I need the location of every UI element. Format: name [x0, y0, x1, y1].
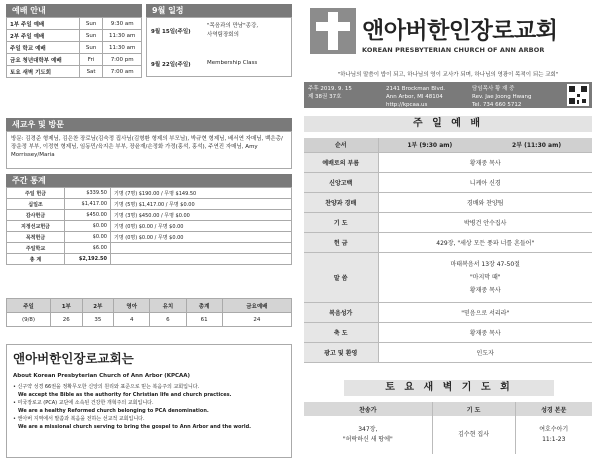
table-row: 헌 금 429장, "세상 모든 풍파 너를 흔들어" — [304, 232, 592, 252]
schedule-text: Membership Class — [207, 60, 258, 66]
offering-table — [6, 187, 292, 265]
qr-code-icon[interactable] — [567, 84, 589, 106]
schedule-box — [146, 17, 292, 77]
newcomers-text: 방문: 김경준 형제님, 김은찬 장로님(김숙정 집사님(김형환 형제의 부모님), 박규현 형제님, 배서연 자매님, 백은총/장운정 부부, 이정현 형제님, 임동민/육지은 부부, 장윤재/손정화 가정(홍석, 홍석), 주연진 자매님, Amy Morrissey/Maria — [6, 131, 292, 169]
phone: Tel. 734 660 5712 — [472, 102, 522, 108]
table-row: 주일 헌금 $339.50 기명 (7명) $190.00 / 무명 $149.50 — [7, 188, 292, 199]
table-row: 기 도 박병건 안수집사 — [304, 212, 592, 232]
table-row: 복음성가 "믿음으로 서리라" — [304, 302, 592, 322]
table-row: 347장, "허락하신 새 땅에" 김수현 집사 여호수아기 11:1-23 — [304, 416, 592, 454]
kpca-box — [6, 344, 292, 458]
pastor-en: Rev. Jae Joong Hwang — [472, 94, 532, 100]
table-row: 신앙고백 니케아 신경 — [304, 172, 592, 192]
table-row: 찬양과 경배 경배와 찬양팀 — [304, 192, 592, 212]
table-row: 목적헌금 $0.00 기명 (0명) $0.00 / 무명 $0.00 — [7, 232, 292, 243]
order-table — [304, 138, 592, 363]
schedule-date: 9월 15일(주일) — [151, 29, 191, 35]
list-item: • 앤아버 지역에서 말씀과 복음을 전하는 선교적 교회입니다. We are a missional church serving to bring the gospel to Ann Arbor and the world. — [13, 416, 252, 430]
dawn-table — [304, 402, 592, 454]
table-row: 말 씀 마태복음서 13장 47-50절 "마지막 때" 황재중 목사 — [304, 252, 592, 302]
attendance — [6, 298, 292, 327]
sunday-service-title: 주 일 예 배 — [304, 116, 592, 132]
table-row: 순서 1부 (9:30 am) 2부 (11:30 am) — [304, 138, 592, 152]
cross-icon — [328, 12, 338, 50]
church-logo — [310, 8, 356, 54]
table-row: (9/8) 26 35 4 6 61 24 — [7, 313, 292, 327]
worship-table — [6, 17, 142, 78]
kpca-about: About Korean Presbyterian Church of Ann Arbor (KPCAA) — [13, 373, 191, 379]
address: 2141 Brockman Blvd. — [386, 86, 445, 92]
list-item: • 신구약 성경 66권을 정확무오한 신앙의 원리와 표준으로 믿는 복음주의 교회입니다. We accept the Bible as the authority for Christian life and church practices. — [13, 384, 232, 398]
table-row: 찬송가 기 도 성경 본문 — [304, 402, 592, 416]
newcomers-title: 새교우 및 방문 — [6, 118, 292, 131]
church-name-en: KOREAN PRESBYTERIAN CHURCH OF ANN ARBOR — [362, 46, 545, 54]
church-name: 앤아버한인장로교회 — [362, 18, 558, 44]
table-row: 십일조 $1,417.00 기명 (5명) $1,417.00 / 무명 $0.00 — [7, 199, 292, 210]
table-row: 주일 1부 2부 영아 유치 총계 금요예배 — [7, 299, 292, 313]
table-row: 금요 청년대학부 예배 Fri 7:00 pm — [7, 54, 142, 66]
table-row: 2부 주일 예배 Sun 11:30 am — [7, 30, 142, 42]
newcomers — [6, 118, 292, 169]
table-row: 주일학교 $6.00 — [7, 243, 292, 254]
kpca-title: 앤아버한인장로교회는 — [13, 351, 134, 366]
table-row: 예배로의 부름 황재중 목사 — [304, 152, 592, 172]
website-link[interactable]: http://kpcaa.us — [386, 102, 428, 108]
table-row: 감사헌금 $450.00 기명 (3명) $450.00 / 무명 $0.00 — [7, 210, 292, 221]
address-city: Ann Arbor, MI 48104 — [386, 94, 443, 100]
schedule-title: 9월 일정 — [146, 4, 292, 17]
table-row: 주일 학교 예배 Sun 11:30 am — [7, 42, 142, 54]
schedule-text: "목음과의 만남"종강, 사역팀장회의 — [207, 23, 259, 38]
list-item: • 미국장로교 (PCA) 교단에 소속된 건강한 개혁주의 교회입니다. We are a healthy Reformed church belonging to PCA denomination. — [13, 400, 209, 414]
offering — [6, 174, 292, 265]
date: 주후 2019. 9. 15 — [308, 86, 352, 92]
motto: "하나님의 말씀이 밥이 되고, 하나님의 영이 교사가 되며, 하나님의 영광이 목적이 되는 교회" — [337, 72, 559, 78]
schedule — [146, 4, 292, 77]
dawn-prayer-title: 토 요 새 벽 기 도 회 — [344, 380, 554, 396]
table-row: 광고 및 환영 인도자 — [304, 342, 592, 362]
issue: 제 38권 37호 — [308, 94, 342, 100]
offering-title: 주간 통계 — [6, 174, 292, 187]
pastor-ko: 담임목사 황 재 중 — [472, 86, 515, 92]
schedule-date: 9월 22일(주일) — [151, 62, 191, 68]
table-row: 축 도 황재중 목사 — [304, 322, 592, 342]
table-row: 1부 주일 예배 Sun 9:30 am — [7, 18, 142, 30]
table-row: 토요 새벽 기도회 Sat 7:00 am — [7, 66, 142, 78]
table-row: 지정선교헌금 $0.00 기명 (0명) $0.00 / 무명 $0.00 — [7, 221, 292, 232]
worship-info-title: 예배 안내 — [6, 4, 142, 17]
worship-info — [6, 4, 142, 78]
info-bar — [304, 82, 592, 108]
right-column — [300, 4, 596, 460]
left-column — [6, 4, 292, 460]
table-row: 총 계 $2,192.50 — [7, 254, 292, 265]
church-header — [308, 8, 592, 66]
attendance-table — [6, 298, 292, 327]
